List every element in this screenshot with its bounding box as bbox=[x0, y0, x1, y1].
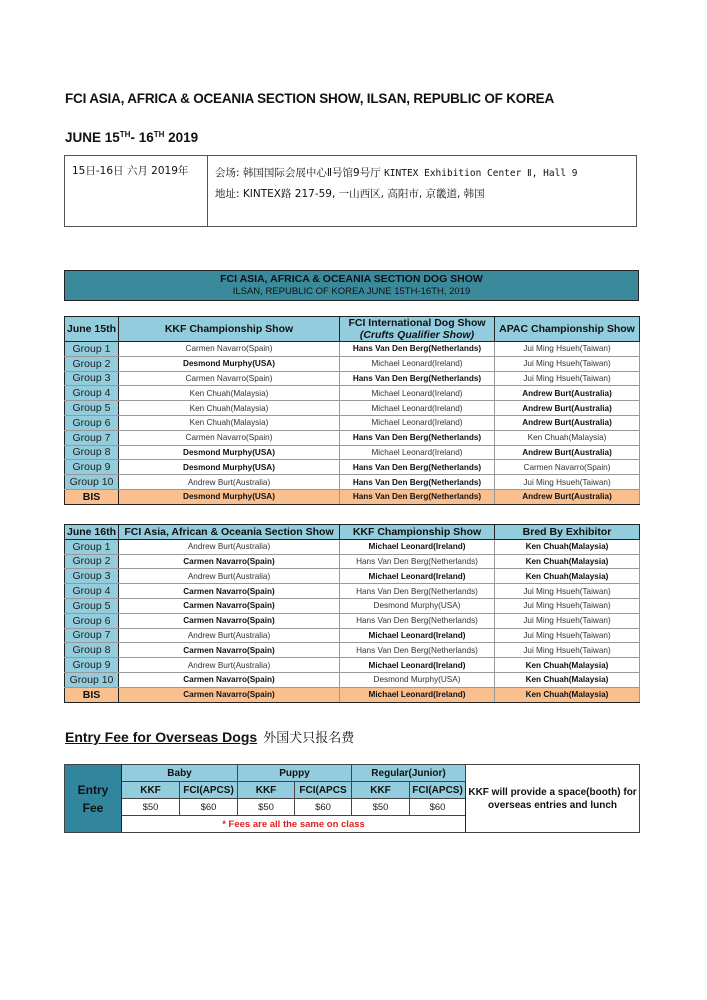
judge-cell: Andrew Burt(Australia) bbox=[495, 445, 640, 460]
schedule-june-16 bbox=[64, 524, 640, 703]
date-part: 2019 bbox=[164, 130, 199, 145]
judge-cell: Desmond Murphy(USA) bbox=[340, 672, 495, 687]
schedule-row bbox=[65, 386, 640, 401]
judge-cell: Carmen Navarro(Spain) bbox=[119, 613, 340, 628]
schedule-row bbox=[65, 628, 640, 643]
judge-cell: Carmen Navarro(Spain) bbox=[119, 554, 340, 569]
judge-cell: Ken Chuah(Malaysia) bbox=[119, 386, 340, 401]
fee-subheader: KKF bbox=[238, 782, 295, 799]
group-label: Group 9 bbox=[65, 460, 119, 475]
group-label: Group 9 bbox=[65, 658, 119, 673]
judge-cell: Jui Ming Hsueh(Taiwan) bbox=[495, 356, 640, 371]
entry-fee-title bbox=[65, 727, 354, 746]
judge-cell: Michael Leonard(Ireland) bbox=[340, 539, 495, 554]
judge-cell: Carmen Navarro(Spain) bbox=[119, 342, 340, 357]
judge-cell: Carmen Navarro(Spain) bbox=[119, 643, 340, 658]
fee-subheader: FCI(APCS) bbox=[180, 782, 238, 799]
judge-cell: Michael Leonard(Ireland) bbox=[340, 569, 495, 584]
group-label: Group 4 bbox=[65, 386, 119, 401]
col-header-kkf: KKF Championship Show bbox=[340, 525, 495, 540]
schedule-row bbox=[65, 401, 640, 416]
schedule-row bbox=[65, 430, 640, 445]
judge-cell: Jui Ming Hsueh(Taiwan) bbox=[495, 598, 640, 613]
judge-cell: Ken Chuah(Malaysia) bbox=[495, 658, 640, 673]
fee-subheader: KKF bbox=[122, 782, 180, 799]
judge-cell: Carmen Navarro(Spain) bbox=[119, 598, 340, 613]
group-label: Group 7 bbox=[65, 628, 119, 643]
venue-line-2: 地址: KINTEX路 217-59, 一山西区, 高阳市, 京畿道, 韩国 bbox=[215, 188, 485, 200]
schedule-row bbox=[65, 371, 640, 386]
judge-cell: Andrew Burt(Australia) bbox=[119, 539, 340, 554]
group-label: Group 2 bbox=[65, 356, 119, 371]
schedule-header-row bbox=[65, 525, 640, 540]
fee-category-row bbox=[65, 765, 640, 782]
schedule-row bbox=[65, 356, 640, 371]
judge-cell: Jui Ming Hsueh(Taiwan) bbox=[495, 643, 640, 658]
judge-cell: Hans Van Den Berg(Netherlands) bbox=[340, 371, 495, 386]
judge-cell: Ken Chuah(Malaysia) bbox=[495, 430, 640, 445]
group-label: Group 10 bbox=[65, 475, 119, 490]
schedule-header-row bbox=[65, 317, 640, 342]
col-header-fci bbox=[340, 317, 495, 342]
judge-cell: Carmen Navarro(Spain) bbox=[119, 430, 340, 445]
banner-subtitle: ILSAN, REPUBLIC OF KOREA JUNE 15TH-16TH, 2019 bbox=[232, 286, 471, 297]
judge-cell: Desmond Murphy(USA) bbox=[119, 460, 340, 475]
date-sup: TH bbox=[153, 130, 165, 139]
venue-name-zh: 会场: 韩国国际会展中心Ⅱ号馆9号厅 bbox=[215, 167, 385, 179]
judge-cell: Hans Van Den Berg(Netherlands) bbox=[340, 554, 495, 569]
group-label: Group 1 bbox=[65, 342, 119, 357]
booth-note: KKF will provide a space(booth) for overseas entries and lunch bbox=[466, 765, 640, 833]
group-label: Group 7 bbox=[65, 430, 119, 445]
fee-value: $60 bbox=[180, 799, 238, 816]
judge-cell: Carmen Navarro(Spain) bbox=[495, 460, 640, 475]
judge-cell: Carmen Navarro(Spain) bbox=[119, 584, 340, 599]
bis-label: BIS bbox=[65, 687, 119, 702]
judge-cell: Jui Ming Hsueh(Taiwan) bbox=[495, 475, 640, 490]
judge-cell: Ken Chuah(Malaysia) bbox=[495, 539, 640, 554]
judge-cell: Andrew Burt(Australia) bbox=[495, 401, 640, 416]
judge-cell: Andrew Burt(Australia) bbox=[119, 569, 340, 584]
entry-fee-label-line2: Fee bbox=[82, 800, 104, 815]
judge-cell: Carmen Navarro(Spain) bbox=[119, 672, 340, 687]
fee-note: * Fees are all the same on class bbox=[122, 816, 466, 833]
document-date bbox=[65, 130, 198, 145]
group-label: Group 1 bbox=[65, 539, 119, 554]
judge-cell: Michael Leonard(Ireland) bbox=[340, 386, 495, 401]
group-label: Group 8 bbox=[65, 445, 119, 460]
group-label: Group 2 bbox=[65, 554, 119, 569]
schedule-row bbox=[65, 460, 640, 475]
judge-cell: Ken Chuah(Malaysia) bbox=[495, 672, 640, 687]
group-label: Group 6 bbox=[65, 415, 119, 430]
schedule-june-15 bbox=[64, 316, 640, 505]
bis-row bbox=[65, 687, 640, 702]
judge-cell: Desmond Murphy(USA) bbox=[119, 356, 340, 371]
entry-fee-label bbox=[65, 765, 122, 833]
date-part: - 16 bbox=[130, 130, 154, 145]
bis-judge-cell: Michael Leonard(Ireland) bbox=[340, 687, 495, 702]
judge-cell: Ken Chuah(Malaysia) bbox=[119, 401, 340, 416]
entry-fee-table bbox=[64, 764, 640, 833]
schedule-row bbox=[65, 658, 640, 673]
group-label: Group 3 bbox=[65, 569, 119, 584]
judge-cell: Andrew Burt(Australia) bbox=[119, 628, 340, 643]
group-label: Group 5 bbox=[65, 598, 119, 613]
judge-cell: Andrew Burt(Australia) bbox=[119, 658, 340, 673]
col-header-bred-by-exhibitor: Bred By Exhibitor bbox=[495, 525, 640, 540]
fee-value: $60 bbox=[295, 799, 352, 816]
entry-fee-title-zh: 外国犬只报名费 bbox=[263, 731, 355, 746]
group-label: Group 3 bbox=[65, 371, 119, 386]
fee-value: $50 bbox=[122, 799, 180, 816]
judge-cell: Hans Van Den Berg(Netherlands) bbox=[340, 430, 495, 445]
col-header-kkf: KKF Championship Show bbox=[119, 317, 340, 342]
col-header-day: June 16th bbox=[65, 525, 119, 540]
fee-value: $50 bbox=[238, 799, 295, 816]
judge-cell: Ken Chuah(Malaysia) bbox=[495, 554, 640, 569]
judge-cell: Michael Leonard(Ireland) bbox=[340, 628, 495, 643]
bis-judge-cell: Andrew Burt(Australia) bbox=[495, 489, 640, 504]
group-label: Group 5 bbox=[65, 401, 119, 416]
entry-fee-title-en: Entry Fee for Overseas Dogs bbox=[65, 729, 258, 745]
col-header-fci-section: FCI Asia, African & Oceania Section Show bbox=[119, 525, 340, 540]
judge-cell: Desmond Murphy(USA) bbox=[119, 445, 340, 460]
judge-cell: Jui Ming Hsueh(Taiwan) bbox=[495, 584, 640, 599]
bis-row bbox=[65, 489, 640, 504]
judge-cell: Hans Van Den Berg(Netherlands) bbox=[340, 584, 495, 599]
bis-judge-cell: Carmen Navarro(Spain) bbox=[119, 687, 340, 702]
group-label: Group 8 bbox=[65, 643, 119, 658]
judge-cell: Michael Leonard(Ireland) bbox=[340, 415, 495, 430]
fci-header-title: FCI International Dog Show bbox=[348, 317, 486, 329]
schedule-row bbox=[65, 643, 640, 658]
fee-value: $60 bbox=[410, 799, 466, 816]
fee-value: $50 bbox=[352, 799, 410, 816]
bis-judge-cell: Desmond Murphy(USA) bbox=[119, 489, 340, 504]
judge-cell: Michael Leonard(Ireland) bbox=[340, 658, 495, 673]
schedule-row bbox=[65, 445, 640, 460]
venue-name-en: KINTEX Exhibition Center Ⅱ, Hall 9 bbox=[384, 168, 578, 179]
schedule-row bbox=[65, 415, 640, 430]
col-header-day: June 15th bbox=[65, 317, 119, 342]
fci-header-subtitle: (Crufts Qualifier Show) bbox=[359, 329, 475, 341]
judge-cell: Hans Van Den Berg(Netherlands) bbox=[340, 475, 495, 490]
schedule-row bbox=[65, 613, 640, 628]
bis-judge-cell: Ken Chuah(Malaysia) bbox=[495, 687, 640, 702]
schedule-row bbox=[65, 554, 640, 569]
judge-cell: Hans Van Den Berg(Netherlands) bbox=[340, 460, 495, 475]
judge-cell: Jui Ming Hsueh(Taiwan) bbox=[495, 342, 640, 357]
group-label: Group 10 bbox=[65, 672, 119, 687]
judge-cell: Jui Ming Hsueh(Taiwan) bbox=[495, 613, 640, 628]
judge-cell: Andrew Burt(Australia) bbox=[495, 386, 640, 401]
venue-box bbox=[64, 155, 637, 227]
fee-category-regular: Regular(Junior) bbox=[352, 765, 466, 782]
judge-cell: Ken Chuah(Malaysia) bbox=[495, 569, 640, 584]
judge-cell: Desmond Murphy(USA) bbox=[340, 598, 495, 613]
fee-subheader: KKF bbox=[352, 782, 410, 799]
judge-cell: Carmen Navarro(Spain) bbox=[119, 371, 340, 386]
fee-subheader: FCI(APCS bbox=[295, 782, 352, 799]
entry-fee-label-line1: Entry bbox=[77, 782, 109, 797]
judge-cell: Ken Chuah(Malaysia) bbox=[119, 415, 340, 430]
judge-cell: Michael Leonard(Ireland) bbox=[340, 356, 495, 371]
schedule-row bbox=[65, 342, 640, 357]
fee-category-puppy: Puppy bbox=[238, 765, 352, 782]
fee-subheader: FCI(APCS) bbox=[410, 782, 466, 799]
judge-cell: Michael Leonard(Ireland) bbox=[340, 401, 495, 416]
bis-judge-cell: Hans Van Den Berg(Netherlands) bbox=[340, 489, 495, 504]
schedule-row bbox=[65, 672, 640, 687]
judge-cell: Hans Van Den Berg(Netherlands) bbox=[340, 643, 495, 658]
bis-label: BIS bbox=[65, 489, 119, 504]
schedule-row bbox=[65, 475, 640, 490]
judge-cell: Andrew Burt(Australia) bbox=[495, 415, 640, 430]
judge-cell: Hans Van Den Berg(Netherlands) bbox=[340, 342, 495, 357]
judge-cell: Jui Ming Hsueh(Taiwan) bbox=[495, 628, 640, 643]
show-banner bbox=[64, 270, 639, 301]
judge-cell: Jui Ming Hsueh(Taiwan) bbox=[495, 371, 640, 386]
venue-address bbox=[208, 156, 636, 226]
judge-cell: Michael Leonard(Ireland) bbox=[340, 445, 495, 460]
venue-line-1 bbox=[215, 163, 636, 184]
judge-cell: Hans Van Den Berg(Netherlands) bbox=[340, 613, 495, 628]
group-label: Group 6 bbox=[65, 613, 119, 628]
judge-cell: Andrew Burt(Australia) bbox=[119, 475, 340, 490]
schedule-row bbox=[65, 539, 640, 554]
date-part: JUNE 15 bbox=[65, 130, 120, 145]
schedule-row bbox=[65, 569, 640, 584]
schedule-row bbox=[65, 598, 640, 613]
date-sup: TH bbox=[119, 130, 131, 139]
banner-title: FCI ASIA, AFRICA & OCEANIA SECTION DOG SHOW bbox=[220, 273, 483, 285]
schedule-row bbox=[65, 584, 640, 599]
col-header-apac: APAC Championship Show bbox=[495, 317, 640, 342]
fee-category-baby: Baby bbox=[122, 765, 238, 782]
document-title: FCI ASIA, AFRICA & OCEANIA SECTION SHOW, ILSAN, REPUBLIC OF KOREA bbox=[65, 91, 555, 106]
venue-date: 15日-16日 六月 2019年 bbox=[65, 156, 208, 226]
group-label: Group 4 bbox=[65, 584, 119, 599]
